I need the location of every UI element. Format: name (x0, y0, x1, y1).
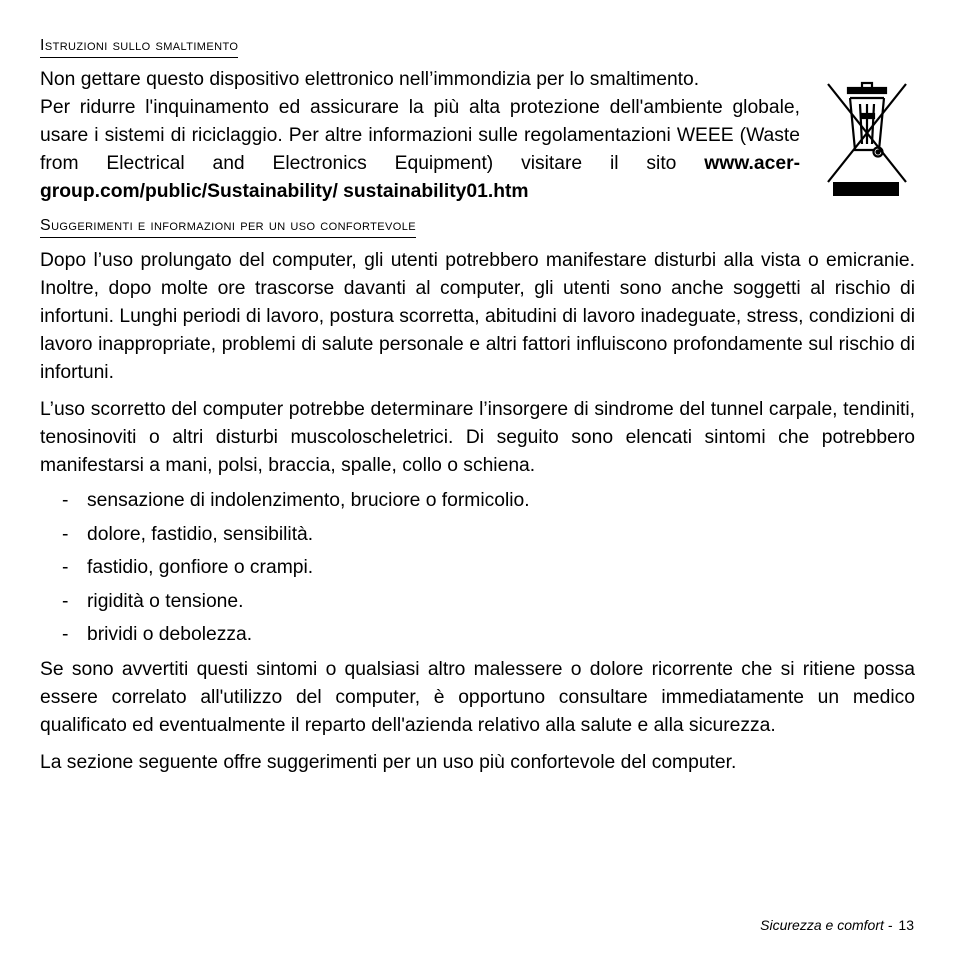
list-item (40, 555, 915, 581)
weee-crossed-bin-icon (826, 78, 908, 198)
list-item (40, 522, 915, 548)
document-page (40, 34, 915, 777)
list-bullet: - (62, 490, 69, 511)
disposal-line-1: Non gettare questo dispositivo elettronico nell’immondizia per lo smaltimento. (40, 69, 700, 90)
disposal-section (40, 66, 915, 206)
symptom-text: sensazione di indolenzimento, bruciore o formicolio. (87, 490, 530, 511)
comfort-heading: Suggerimenti e informazioni per un uso confortevole (40, 216, 416, 238)
page-number: 13 (898, 917, 914, 933)
list-bullet: - (62, 557, 69, 578)
list-item (40, 488, 915, 514)
comfort-paragraph-1: Dopo l’uso prolungato del computer, gli utenti potrebbero manifestare disturbi alla vista o emicranie. Inoltre, dopo molte ore trascorse davanti al computer, gli utenti sono anche soggetti al rischio di infortuni. Lunghi periodi di lavoro, postura scorretta, abitudini di lavoro inadeguate, stress, condizioni di lavoro inappropriate, problemi di salute personale e altri fattori influiscono profondamente sul rischio di infortuni. (40, 250, 915, 383)
disposal-heading: Istruzioni sullo smaltimento (40, 36, 238, 58)
footer-label: Sicurezza e comfort - (760, 917, 893, 933)
list-bullet: - (62, 523, 69, 545)
symptom-text: rigidità o tensione. (87, 590, 244, 612)
symptom-text: brividi o debolezza. (87, 624, 253, 645)
symptom-text: dolore, fastidio, sensibilità. (87, 523, 314, 545)
list-item (40, 589, 915, 615)
list-bullet: - (62, 624, 69, 645)
sustainability-link[interactable]: www.acer-group.com/public/Sustainability/ sustainability01.htm (40, 153, 800, 202)
list-item (40, 622, 915, 648)
comfort-paragraph-3: Se sono avvertiti questi sintomi o qualsiasi altro malessere o dolore ricorrente che si ritiene possa essere correlato all'utilizzo del computer, è opportuno consultare immediatamente un medico qualificato ed eventualmente il reparto dell'azienda relativo alla salute e alla sicurezza. (40, 658, 915, 736)
symptoms-list (40, 488, 915, 648)
comfort-paragraph-2: L’uso scorretto del computer potrebbe determinare l’insorgere di sindrome del tunnel carpale, tendiniti, tenosinoviti o altri disturbi muscoloscheletrici. Di seguito sono elencati sintomi che potrebbero manifestarsi a mani, polsi, braccia, spalle, collo o schiena. (40, 399, 915, 476)
symptom-text: fastidio, gonfiore o crampi. (87, 557, 314, 578)
list-bullet: - (62, 590, 69, 612)
comfort-paragraph-4: La sezione seguente offre suggerimenti per un uso più confortevole del computer. (40, 751, 737, 773)
disposal-line-2: Per ridurre l'inquinamento ed assicurare la più alta protezione dell'ambiente globale, usare i sistemi di riciclaggio. Per altre informazioni sulle regolamentazioni WEEE (Waste from Electrical and Electronics Equipment) visitare il sito (40, 97, 800, 174)
disposal-paragraph (40, 66, 800, 206)
page-footer (760, 917, 914, 933)
